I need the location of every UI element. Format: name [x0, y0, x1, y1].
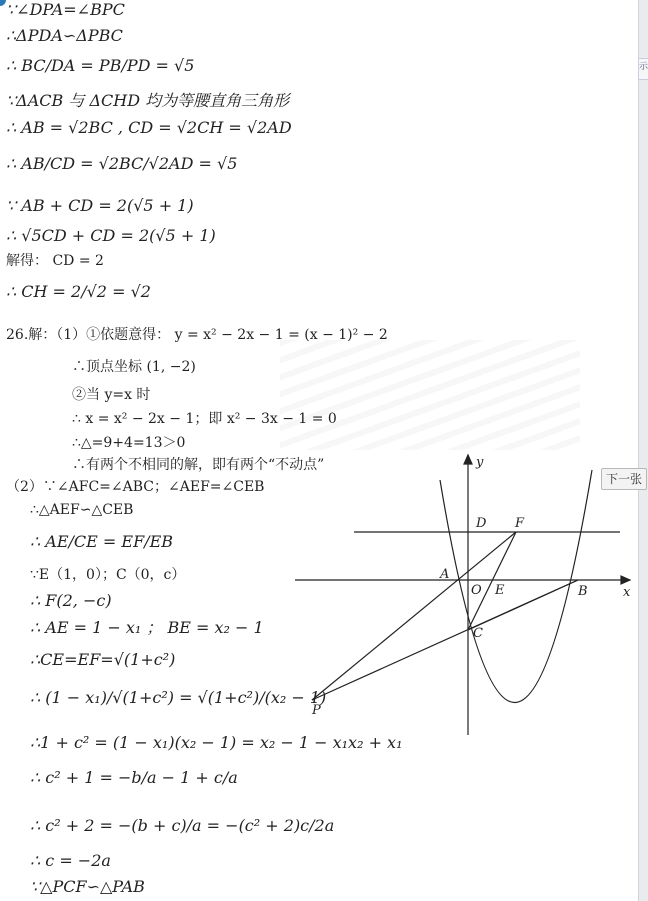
text-line-28: ∴ c = −2a [30, 851, 111, 870]
text-line-23: ∴CE=EF=√(1+c²) [30, 650, 176, 669]
text-line-13: ②当 y=x 时 [72, 387, 151, 403]
label-d: D [476, 516, 487, 531]
line-fc [468, 532, 516, 630]
text-line-7: ∵ AB + CD = 2(√5 + 1) [6, 196, 194, 215]
watermark [280, 340, 580, 450]
text-line-26: ∴ c² + 1 = −b/a − 1 + c/a [30, 768, 238, 787]
geometry-figure [290, 450, 635, 740]
text-line-1: ∵∠DPA=∠BPC [6, 0, 125, 19]
label-c: C [473, 626, 483, 641]
text-line-21: ∴ F(2, −c) [30, 591, 112, 610]
line-pf [312, 532, 516, 700]
label-x: x [623, 585, 631, 600]
y-axis-arrow [464, 455, 472, 464]
next-image-button[interactable]: 下一张 [601, 468, 647, 490]
text-line-10: ∴ CH = 2/√2 = √2 [6, 282, 151, 301]
text-line-6: ∴ AB/CD = √2BC/√2AD = √5 [6, 154, 238, 173]
text-line-16: ∴有两个不相同的解，即有两个“不动点” [72, 457, 325, 473]
text-line-17: （2）∵∠AFC=∠ABC；∠AEF=∠CEB [6, 479, 265, 495]
text-line-2: ∴ΔPDA∽ΔPBC [6, 26, 123, 45]
text-line-4: ∵ΔACB 与 ΔCHD 均为等腰直角三角形 [6, 91, 290, 110]
text-line-11: 26.解：（1）①依题意得： y = x² − 2x − 1 = (x − 1)² − 2 [6, 327, 388, 343]
text-line-20: ∵E（1，0）；C（0，c） [30, 567, 186, 583]
text-line-25: ∴1 + c² = (1 − x₁)(x₂ − 1) = x₂ − 1 − x₁x₂ + x₁ [30, 733, 403, 752]
text-line-8: ∴ √5CD + CD = 2(√5 + 1) [6, 226, 216, 245]
text-line-24: ∴ (1 − x₁)/√(1+c²) = √(1+c²)/(x₂ − 1) [30, 688, 327, 707]
viewer-scrollbar[interactable] [638, 0, 648, 901]
text-line-5: ∴ AB = √2BC , CD = √2CH = √2AD [6, 118, 292, 137]
text-line-3: ∴ BC/DA = PB/PD = √5 [6, 56, 195, 75]
text-line-14: ∴ x = x² − 2x − 1；即 x² − 3x − 1 = 0 [72, 411, 337, 427]
label-y: y [476, 455, 484, 470]
text-line-18: ∴△AEF∽△CEB [30, 502, 134, 518]
side-tab[interactable]: 示 [638, 58, 648, 80]
text-line-22: ∴ AE = 1 − x₁ ； BE = x₂ − 1 [30, 618, 264, 637]
label-f: F [515, 516, 525, 531]
label-o: O [471, 583, 482, 598]
text-line-27: ∴ c² + 2 = −(b + c)/a = −(c² + 2)c/2a [30, 816, 335, 835]
parabola [440, 470, 592, 703]
line-cb [468, 580, 578, 630]
label-b: B [578, 584, 588, 599]
text-line-9: 解得： CD = 2 [6, 253, 104, 269]
label-e: E [495, 583, 505, 598]
text-line-15: ∴△=9+4=13＞0 [72, 435, 186, 451]
text-line-19: ∴ AE/CE = EF/EB [30, 532, 173, 551]
label-p: P [312, 703, 321, 718]
label-a: A [440, 567, 450, 582]
x-axis-arrow [621, 576, 630, 584]
text-line-12: ∴顶点坐标 (1, −2) [72, 359, 196, 375]
text-line-29: ∵△PCF∽△PAB [30, 877, 145, 896]
